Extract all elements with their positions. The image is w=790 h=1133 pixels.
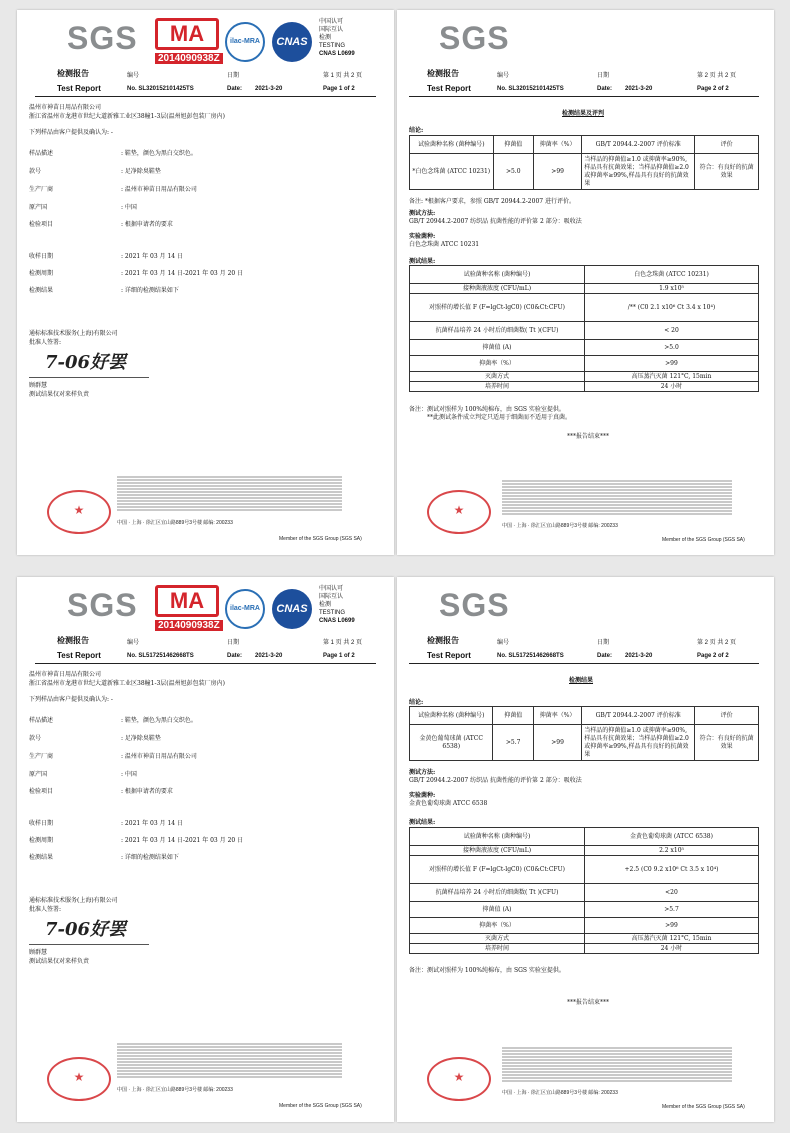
sgs-logo: SGS (67, 587, 138, 623)
company-seal-icon: ★ (427, 1057, 491, 1101)
field-label: 检测周期 (29, 270, 54, 277)
ilac-mra-logo: ilac-MRA (225, 22, 265, 62)
field-value: : 足净除臭鞋垫 (121, 735, 161, 742)
no-label: 编号 (127, 640, 140, 646)
cnas-logo: CNAS (272, 589, 312, 629)
table-cell: 当样品的抑菌值≥1.0 或抑菌率≥90%, 样品具有抗菌效果；当样品抑菌值≥2.0 或抑菌率≥99%,样品具有良好的抗菌效果 (582, 725, 695, 761)
field-label: 样品描述 (29, 150, 54, 157)
method-label: 测试方法: (409, 210, 436, 217)
report-date: 2021-3-20 (625, 653, 653, 659)
field-label: 收样日期 (29, 820, 54, 827)
page-number-cn: 第 1 页 共 2 页 (323, 640, 363, 646)
table-cell: 抑菌值 (A) (410, 902, 585, 918)
table-cell: <20 (585, 884, 759, 902)
field-value: : 中国 (121, 771, 137, 778)
report-number: No. SL517251462668TS (127, 653, 194, 659)
cnas-logo: CNAS (272, 22, 312, 62)
table-cell: 对照样的增长值 F (F=lgCt-lgC0) (C0&Ct:CFU) (410, 294, 585, 322)
table-cell: *白色念珠菌 (ATCC 10231) (410, 154, 494, 190)
table-cell: 接种菌液浓度 (CFU/mL) (410, 284, 585, 294)
field-value: : 2021 年 03 月 14 日 (121, 820, 184, 827)
field-label: 检测结果 (29, 854, 54, 861)
report-date: 2021-3-20 (625, 86, 653, 92)
report-end: ***报告结束*** (567, 999, 610, 1006)
company-seal-icon: ★ (47, 490, 111, 534)
signing-role: 批准人签署: (29, 339, 62, 346)
table-cell: >99 (533, 154, 581, 190)
test-strain: 白色念珠菌 ATCC 10231 (409, 241, 480, 248)
field-value: : 中国 (121, 204, 137, 211)
table-cell: 24 小时 (585, 382, 759, 392)
table-header: GB/T 20944.2-2007 评价标准 (582, 136, 695, 154)
table-cell: >5.7 (585, 902, 759, 918)
table-cell: 试验菌种名称 (菌种编号) (410, 828, 585, 846)
table-header: 试验菌种名称 (菌种编号) (410, 707, 493, 725)
report-title-en: Test Report (427, 84, 471, 93)
member-text: Member of the SGS Group (SGS SA) (662, 1104, 745, 1110)
company-seal-icon: ★ (47, 1057, 111, 1101)
test-method: GB/T 20944.2-2007 纺织品 抗菌性能的评价第 2 部分：吸收法 (409, 777, 582, 784)
field-value: : 根据申请者的要求 (121, 221, 173, 228)
signer-name: 顾群慧 (29, 382, 48, 389)
signature: 7-06好罢 (45, 352, 127, 373)
page-number-cn: 第 1 页 共 2 页 (323, 73, 363, 79)
table-cell: >99 (585, 356, 759, 372)
footer-address: 中国 · 上海 · 徐汇区宜山路889号3号楼 邮编: 200233 (502, 523, 618, 529)
field-label: 生产厂商 (29, 186, 54, 193)
table-cell: 24 小时 (585, 944, 759, 954)
table-cell: 灭菌方式 (410, 372, 585, 382)
table-cell: >99 (585, 918, 759, 934)
date-label: 日期 (597, 640, 610, 646)
field-value: : 详细的检测结果如下 (121, 854, 179, 861)
conclusion-label: 结论: (409, 127, 424, 134)
page-number-en: Page 1 of 2 (323, 653, 355, 659)
report-number: No. SL320152101425TS (127, 86, 194, 92)
field-value: : 鞋垫，颜色为黑白交织色。 (121, 150, 197, 157)
table-header: 抑菌值 (493, 136, 533, 154)
field-label: 原产国 (29, 771, 48, 778)
member-text: Member of the SGS Group (SGS SA) (279, 536, 362, 542)
table-cell: >5.0 (493, 154, 533, 190)
date-label-en: Date: (597, 653, 613, 659)
table-cell: 灭菌方式 (410, 934, 585, 944)
report-title-en: Test Report (57, 651, 101, 660)
table-cell: 高压蒸汽灭菌 121°C, 15min (585, 372, 759, 382)
signature: 7-06好罢 (45, 919, 127, 940)
report-page-3 (17, 577, 394, 1122)
conclusion-table (409, 135, 759, 190)
sgs-logo: SGS (67, 20, 138, 56)
page-number-en: Page 2 of 2 (697, 86, 729, 92)
report-number: No. SL320152101425TS (497, 86, 564, 92)
field-value: : 根据申请者的要求 (121, 788, 173, 795)
field-value: : 2021 年 03 月 14 日 (121, 253, 184, 260)
signing-company: 通标标准技术服务(上海)有限公司 (29, 897, 118, 904)
table-cell: < 20 (585, 322, 759, 340)
date-label-en: Date: (227, 653, 243, 659)
results-table (409, 827, 759, 954)
report-title-cn: 检测报告 (57, 68, 89, 78)
report-date: 2021-3-20 (255, 653, 283, 659)
data-label: 测试结果: (409, 819, 436, 826)
method-label: 测试方法: (409, 769, 436, 776)
field-value: : 2021 年 03 月 14 日-2021 年 03 月 20 日 (121, 837, 244, 844)
terms-fine-print (117, 476, 342, 512)
client-address: 浙江省温州市龙港市世纪大道新雅工业区38幢1-3层(温州旭彭包装厂房内) (29, 680, 225, 687)
report-title-cn: 检测报告 (427, 635, 459, 645)
table-cell: 符合：有良好的抗菌效果 (695, 725, 759, 761)
table-cell: >5.7 (493, 725, 533, 761)
table-cell: 抑菌率（%） (410, 356, 585, 372)
sgs-logo: SGS (439, 20, 510, 56)
date-label-en: Date: (227, 86, 243, 92)
cnas-accreditation-text: 中国认可 国际互认 检测 TESTING CNAS L0699 (319, 586, 355, 624)
report-date: 2021-3-20 (255, 86, 283, 92)
table-cell: 白色念珠菌 (ATCC 10231) (585, 266, 759, 284)
results-note: 备注：测试对照样为 100%纯棉布，由 SGS 实验室提供。 (409, 406, 565, 413)
table-header: 评价 (695, 707, 759, 725)
result-note: 测试结果仅对来样负责 (29, 391, 90, 398)
table-cell: 对照样的增长值 F (F=lgCt-lgC0) (C0&Ct:CFU) (410, 856, 585, 884)
table-header: GB/T 20944.2-2007 评价标准 (582, 707, 695, 725)
table-cell: 当样品的抑菌值≥1.0 或抑菌率≥90%, 样品具有抗菌效果；当样品抑菌值≥2.0 或抑菌率≥99%,样品具有良好的抗菌效果 (582, 154, 695, 190)
signing-company: 通标标准技术服务(上海)有限公司 (29, 330, 118, 337)
field-label: 款号 (29, 735, 42, 742)
table-header: 抑菌率（%） (533, 707, 581, 725)
page-number-en: Page 1 of 2 (323, 86, 355, 92)
results-note-2: **此测试条件成立判定只适用于细菌而不适用于真菌。 (427, 414, 572, 421)
field-label: 款号 (29, 168, 42, 175)
field-label: 检验项目 (29, 221, 54, 228)
cma-logo: MA (155, 18, 219, 50)
date-label: 日期 (227, 640, 240, 646)
field-label: 原产国 (29, 204, 48, 211)
table-header: 抑菌率（%） (533, 136, 581, 154)
field-label: 检测周期 (29, 837, 54, 844)
table-header: 评价 (695, 136, 759, 154)
field-label: 检测结果 (29, 287, 54, 294)
table-cell: /** (C0 2.1 x10⁶ Ct 3.4 x 10⁴) (585, 294, 759, 322)
conclusion-label: 结论: (409, 699, 424, 706)
report-title-en: Test Report (57, 84, 101, 93)
footer-address: 中国 · 上海 · 徐汇区宜山路889号3号楼 邮编: 200233 (117, 1087, 233, 1093)
client-name: 温州市神苗日用品有限公司 (29, 104, 102, 111)
signing-role: 批准人签署: (29, 906, 62, 913)
table-cell: 试验菌种名称 (菌种编号) (410, 266, 585, 284)
results-note: 备注：测试对照样为 100%纯棉布，由 SGS 实验室提供。 (409, 967, 565, 974)
table-cell: >99 (533, 725, 581, 761)
strain-label: 实验菌种: (409, 792, 436, 799)
date-label-en: Date: (597, 86, 613, 92)
table-header: 试验菌种名称 (菌种编号) (410, 136, 494, 154)
test-method: GB/T 20944.2-2007 纺织品 抗菌性能的评价第 2 部分：吸收法 (409, 218, 582, 225)
result-note: 测试结果仅对来样负责 (29, 958, 90, 965)
table-header: 抑菌值 (493, 707, 533, 725)
report-page-2 (397, 10, 774, 555)
terms-fine-print (502, 480, 732, 516)
section-heading: 检测结果 (569, 677, 594, 684)
table-cell: 高压蒸汽灭菌 121°C, 15min (585, 934, 759, 944)
report-end: ***报告结束*** (567, 433, 610, 440)
field-value: : 温州市神苗日用品有限公司 (121, 186, 197, 193)
report-page-1 (17, 10, 394, 555)
member-text: Member of the SGS Group (SGS SA) (279, 1103, 362, 1109)
sgs-logo: SGS (439, 587, 510, 623)
field-label: 检验项目 (29, 788, 54, 795)
company-seal-icon: ★ (427, 490, 491, 534)
field-value: : 详细的检测结果如下 (121, 287, 179, 294)
table-cell: 抗菌样品培养 24 小时后的细菌数( Tt )(CFU) (410, 322, 585, 340)
terms-fine-print (117, 1043, 342, 1079)
report-title-en: Test Report (427, 651, 471, 660)
page-number-cn: 第 2 页 共 2 页 (697, 640, 737, 646)
conclusion-table (409, 706, 759, 761)
table-cell: 接种菌液浓度 (CFU/mL) (410, 846, 585, 856)
report-title-cn: 检测报告 (427, 68, 459, 78)
cma-number: 2014090938Z (155, 53, 223, 64)
table-cell: +2.5 (C0 9.2 x10⁶ Ct 3.5 x 10⁴) (585, 856, 759, 884)
field-value: : 温州市神苗日用品有限公司 (121, 753, 197, 760)
field-value: : 2021 年 03 月 14 日-2021 年 03 月 20 日 (121, 270, 244, 277)
table-cell: 抑菌值 (A) (410, 340, 585, 356)
member-text: Member of the SGS Group (SGS SA) (662, 537, 745, 543)
date-label: 日期 (227, 73, 240, 79)
cnas-accreditation-text: 中国认可 国际互认 检测 TESTING CNAS L0699 (319, 19, 355, 57)
table-cell: 培养时间 (410, 382, 585, 392)
strain-label: 实验菌种: (409, 233, 436, 240)
table-cell: 金黄色葡萄球菌 (ATCC 6538) (410, 725, 493, 761)
signer-name: 顾群慧 (29, 949, 48, 956)
table-cell: 1.9 x10⁵ (585, 284, 759, 294)
date-label: 日期 (597, 73, 610, 79)
field-value: : 足净除臭鞋垫 (121, 168, 161, 175)
sample-intro: 下列样品由客户提供及确认为: - (29, 129, 113, 136)
test-strain: 金黄色葡萄球菌 ATCC 6538 (409, 800, 488, 807)
table-cell: 金黄色葡萄球菌 (ATCC 6538) (585, 828, 759, 846)
footer-address: 中国 · 上海 · 徐汇区宜山路889号3号楼 邮编: 200233 (117, 520, 233, 526)
report-title-cn: 检测报告 (57, 635, 89, 645)
no-label: 编号 (497, 73, 510, 79)
report-page-4 (397, 577, 774, 1122)
table-cell: >5.0 (585, 340, 759, 356)
table-cell: 2.2 x10⁵ (585, 846, 759, 856)
field-label: 样品描述 (29, 717, 54, 724)
table-cell: 抗菌样品培养 24 小时后的细菌数( Tt )(CFU) (410, 884, 585, 902)
no-label: 编号 (497, 640, 510, 646)
page-number-cn: 第 2 页 共 2 页 (697, 73, 737, 79)
data-label: 测试结果: (409, 258, 436, 265)
results-table (409, 265, 759, 392)
footer-address: 中国 · 上海 · 徐汇区宜山路889号3号楼 邮编: 200233 (502, 1090, 618, 1096)
report-number: No. SL517251462668TS (497, 653, 564, 659)
sample-intro: 下列样品由客户提供及确认为: - (29, 696, 113, 703)
table-cell: 符合：有良好的抗菌效果 (695, 154, 759, 190)
table-cell: 抑菌率（%） (410, 918, 585, 934)
client-address: 浙江省温州市龙港市世纪大道新雅工业区38幢1-3层(温州旭彭包装厂房内) (29, 113, 225, 120)
cma-number: 2014090938Z (155, 620, 223, 631)
page-number-en: Page 2 of 2 (697, 653, 729, 659)
ilac-mra-logo: ilac-MRA (225, 589, 265, 629)
terms-fine-print (502, 1047, 732, 1083)
table-cell: 培养时间 (410, 944, 585, 954)
section-heading: 检测结果及评判 (562, 110, 605, 117)
field-label: 生产厂商 (29, 753, 54, 760)
conclusion-note: 备注: *根据客户要求，参照 GB/T 20944.2-2007 进行评价。 (409, 198, 575, 205)
cma-logo: MA (155, 585, 219, 617)
field-value: : 鞋垫，颜色为黑白交织色。 (121, 717, 197, 724)
client-name: 温州市神苗日用品有限公司 (29, 671, 102, 678)
field-label: 收样日期 (29, 253, 54, 260)
no-label: 编号 (127, 73, 140, 79)
